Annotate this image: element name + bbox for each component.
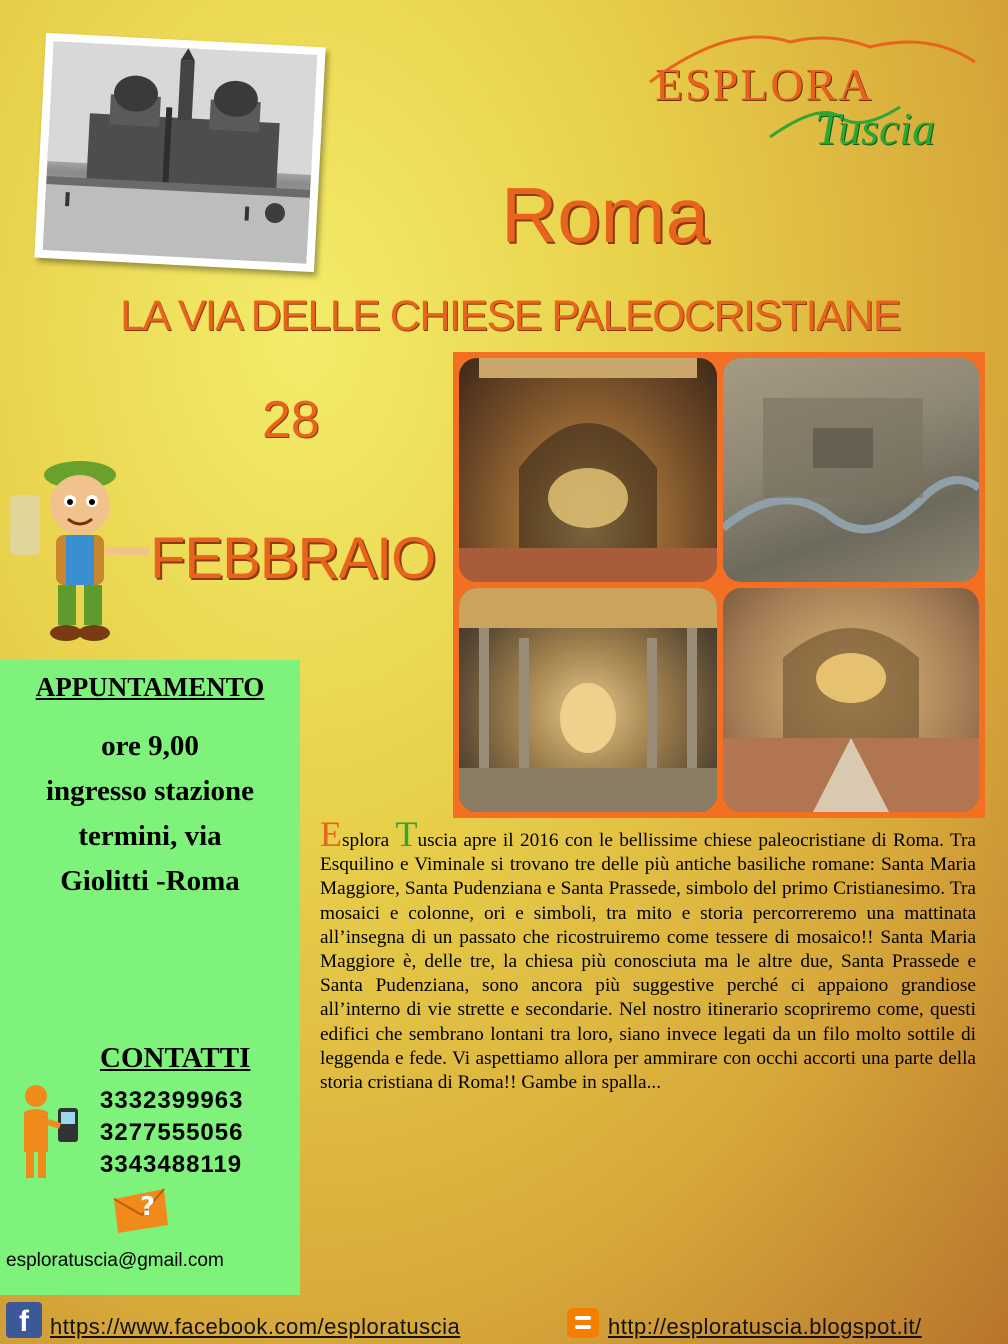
old-basilica-photo	[34, 33, 325, 272]
initial-t: T	[395, 814, 418, 854]
phone-number-2[interactable]: 3277555056	[100, 1119, 244, 1146]
church-photo-grid	[453, 352, 985, 818]
phone-person-icon	[14, 1082, 84, 1182]
appointment-title: APPUNTAMENTO	[35, 672, 265, 702]
basilica-interior-photo-1	[459, 358, 717, 582]
logo-esplora: ESPLORA	[655, 59, 874, 110]
blogger-icon[interactable]	[567, 1308, 599, 1338]
description-body: uscia apre il 2016 con le bellissime chiese paleocristiane di Roma. Tra Esquilino e Viminale si trovano tre delle più antiche basiliche romane: Santa Maria Maggiore, Santa Pudenziana e Santa Prassede, simbolo del primo Cristianesimo. Tra mosaici e colonne, ori e simboli, tra mito e storia percorreremo una mattinata all’insegna di un passato che ricostruiremo come tessere di mosaico!! Santa Maria Maggiore è, delle tre, la chiesa più conosciuta ma le altre due, Santa Prassede e Santa Pudenziana, sono ancora più suggestive perché ci appaiono grandiose all’interno di vie strette e secondarie. Nel nostro itinerario scopriremo come, questi edifici che sembrano lontani tra loro, siano invece legati da un filo molto sottile di leggenda e fede. Vi aspettiamo allora per ammirare con occhi accorti una parte della storia cristiana di Roma!! Gambe in spalla...	[320, 830, 976, 1094]
hiker-mascot-icon	[0, 455, 160, 655]
appointment-place-3: Giolitti -Roma	[60, 865, 240, 897]
initial-e: E	[320, 814, 342, 854]
phone-number-1[interactable]: 3332399963	[100, 1087, 244, 1114]
page-subtitle: LA VIA DELLE CHIESE PALEOCRISTIANE	[120, 292, 900, 340]
contacts-title: CONTATTI	[100, 1042, 251, 1074]
description-text	[320, 814, 976, 1095]
appointment-time: ore 9,00	[101, 730, 199, 762]
phone-number-3[interactable]: 3343488119	[100, 1151, 243, 1178]
blog-link[interactable]: http://esploratuscia.blogspot.it/	[608, 1314, 922, 1339]
page-title: Roma	[500, 171, 710, 259]
word-esplora-rest: splora	[342, 830, 390, 851]
mail-question-icon	[110, 1185, 172, 1235]
facebook-icon[interactable]: f	[6, 1302, 42, 1338]
logo-tuscia: Tuscia	[815, 103, 936, 154]
appointment-place-1: ingresso stazione	[45, 775, 255, 807]
date-day: 28	[262, 391, 320, 449]
appointment-place-2: termini, via	[78, 820, 222, 852]
svg-text:?: ?	[140, 1192, 156, 1222]
date-month: FEBBRAIO	[150, 526, 436, 591]
rome-map-photo	[723, 358, 979, 582]
basilica-interior-photo-2	[459, 588, 717, 812]
basilica-interior-photo-3	[723, 588, 979, 812]
facebook-link[interactable]: https://www.facebook.com/esploratuscia	[50, 1314, 461, 1339]
contact-email[interactable]: esploratuscia@gmail.com	[6, 1250, 224, 1271]
